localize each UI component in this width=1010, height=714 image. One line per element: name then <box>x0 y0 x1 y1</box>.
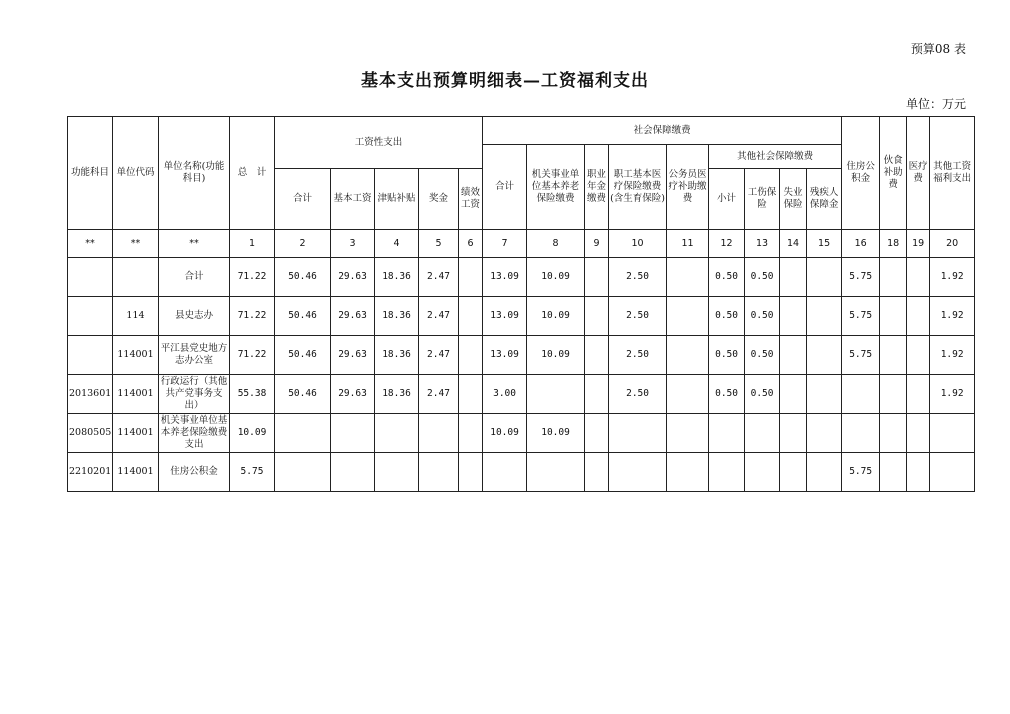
value-cell: 1.92 <box>930 297 975 336</box>
unit-name-cell: 平江县党史地方志办公室 <box>159 336 230 375</box>
value-cell <box>880 453 907 492</box>
total-cell: 55.38 <box>230 375 275 414</box>
value-cell: 0.50 <box>709 375 745 414</box>
index-cell: 9 <box>585 230 609 258</box>
value-cell <box>667 297 709 336</box>
value-cell <box>667 375 709 414</box>
func-code-cell <box>68 297 113 336</box>
value-cell <box>745 414 780 453</box>
table-row <box>68 258 975 297</box>
value-cell <box>807 453 842 492</box>
value-cell <box>780 375 807 414</box>
value-cell: 50.46 <box>275 336 331 375</box>
func-code-cell: 2013601 <box>68 375 113 414</box>
index-cell: 3 <box>331 230 375 258</box>
value-cell <box>709 453 745 492</box>
page-title: 基本支出预算明细表—工资福利支出 <box>361 71 649 91</box>
value-cell <box>609 453 667 492</box>
col-civil-medical: 公务员医疗补助缴费 <box>667 145 709 230</box>
value-cell: 18.36 <box>375 258 419 297</box>
func-code-cell: 2080505 <box>68 414 113 453</box>
value-cell <box>880 414 907 453</box>
value-cell: 29.63 <box>331 297 375 336</box>
func-code-cell <box>68 258 113 297</box>
unit-code-cell: 114001 <box>113 375 159 414</box>
col-unit-code: 单位代码 <box>113 117 159 230</box>
col-disabled: 残疾人保障金 <box>807 169 842 230</box>
value-cell <box>527 453 585 492</box>
unit-name-cell: 机关事业单位基本养老保险缴费支出 <box>159 414 230 453</box>
value-cell: 0.50 <box>709 297 745 336</box>
value-cell <box>907 336 930 375</box>
index-cell: 1 <box>230 230 275 258</box>
value-cell <box>930 414 975 453</box>
value-cell <box>667 414 709 453</box>
index-cell: ** <box>159 230 230 258</box>
col-housing: 住房公积金 <box>842 117 880 230</box>
func-code-cell: 2210201 <box>68 453 113 492</box>
col-wage-group: 工资性支出 <box>275 117 483 169</box>
unit-code-cell: 114001 <box>113 453 159 492</box>
col-medical-fee: 医疗费 <box>907 117 930 230</box>
value-cell: 2.50 <box>609 297 667 336</box>
col-func: 功能科目 <box>68 117 113 230</box>
value-cell: 50.46 <box>275 297 331 336</box>
col-bonus: 奖金 <box>419 169 459 230</box>
table-row <box>68 414 975 453</box>
value-cell <box>880 336 907 375</box>
value-cell: 2.47 <box>419 336 459 375</box>
col-perf-wage: 绩效工资 <box>459 169 483 230</box>
value-cell: 0.50 <box>745 336 780 375</box>
index-cell: 6 <box>459 230 483 258</box>
value-cell: 50.46 <box>275 375 331 414</box>
value-cell <box>667 336 709 375</box>
unit-code-cell <box>113 258 159 297</box>
value-cell: 13.09 <box>483 336 527 375</box>
col-unit-name: 单位名称(功能科目) <box>159 117 230 230</box>
total-cell: 71.22 <box>230 297 275 336</box>
value-cell <box>275 453 331 492</box>
index-cell: 7 <box>483 230 527 258</box>
index-cell: 5 <box>419 230 459 258</box>
value-cell: 5.75 <box>842 258 880 297</box>
table-row <box>68 453 975 492</box>
value-cell <box>459 375 483 414</box>
index-cell: 8 <box>527 230 585 258</box>
value-cell: 2.47 <box>419 375 459 414</box>
value-cell <box>842 414 880 453</box>
value-cell <box>459 414 483 453</box>
value-cell <box>807 375 842 414</box>
col-total: 总 计 <box>230 117 275 230</box>
unit-name-cell: 县史志办 <box>159 297 230 336</box>
value-cell <box>880 258 907 297</box>
total-cell: 5.75 <box>230 453 275 492</box>
value-cell: 29.63 <box>331 375 375 414</box>
unit-label: 单位：万元 <box>905 97 966 111</box>
value-cell <box>807 297 842 336</box>
table-header <box>68 117 975 258</box>
index-row <box>68 230 975 258</box>
budget-table <box>67 116 975 492</box>
value-cell <box>907 297 930 336</box>
value-cell <box>880 297 907 336</box>
value-cell <box>375 453 419 492</box>
value-cell <box>842 375 880 414</box>
value-cell <box>745 453 780 492</box>
value-cell <box>780 336 807 375</box>
value-cell <box>780 414 807 453</box>
unit-code-cell: 114001 <box>113 414 159 453</box>
value-cell: 10.09 <box>527 258 585 297</box>
col-social-group: 社会保障缴费 <box>483 117 842 145</box>
value-cell: 5.75 <box>842 297 880 336</box>
value-cell <box>459 258 483 297</box>
value-cell: 5.75 <box>842 336 880 375</box>
value-cell <box>880 375 907 414</box>
unit-name-cell: 行政运行（其他共产党事务支出） <box>159 375 230 414</box>
value-cell <box>331 414 375 453</box>
col-injury: 工伤保险 <box>745 169 780 230</box>
index-cell: 11 <box>667 230 709 258</box>
col-unemployment: 失业保险 <box>780 169 807 230</box>
col-meal: 伙食补助费 <box>880 117 907 230</box>
value-cell: 10.09 <box>527 414 585 453</box>
value-cell <box>907 414 930 453</box>
value-cell <box>667 453 709 492</box>
index-cell: 18 <box>880 230 907 258</box>
value-cell <box>609 414 667 453</box>
value-cell: 10.09 <box>527 336 585 375</box>
value-cell: 50.46 <box>275 258 331 297</box>
table-row <box>68 336 975 375</box>
value-cell <box>709 414 745 453</box>
value-cell: 10.09 <box>527 297 585 336</box>
value-cell: 18.36 <box>375 336 419 375</box>
value-cell: 0.50 <box>709 258 745 297</box>
value-cell: 2.50 <box>609 336 667 375</box>
value-cell: 0.50 <box>745 297 780 336</box>
value-cell <box>275 414 331 453</box>
value-cell <box>419 414 459 453</box>
value-cell: 2.47 <box>419 297 459 336</box>
value-cell: 5.75 <box>842 453 880 492</box>
unit-code-cell: 114001 <box>113 336 159 375</box>
index-cell: 13 <box>745 230 780 258</box>
col-allowance: 津贴补贴 <box>375 169 419 230</box>
col-other-welfare: 其他工资福利支出 <box>930 117 975 230</box>
col-annuity: 职业年金缴费 <box>585 145 609 230</box>
index-cell: ** <box>113 230 159 258</box>
value-cell <box>807 258 842 297</box>
value-cell: 18.36 <box>375 297 419 336</box>
value-cell <box>585 453 609 492</box>
value-cell <box>585 258 609 297</box>
value-cell <box>585 297 609 336</box>
value-cell: 2.50 <box>609 375 667 414</box>
value-cell: 18.36 <box>375 375 419 414</box>
value-cell: 1.92 <box>930 375 975 414</box>
value-cell: 13.09 <box>483 258 527 297</box>
index-cell: 16 <box>842 230 880 258</box>
index-cell: 10 <box>609 230 667 258</box>
index-cell: 12 <box>709 230 745 258</box>
value-cell <box>907 258 930 297</box>
value-cell <box>667 258 709 297</box>
value-cell: 2.47 <box>419 258 459 297</box>
table-row <box>68 375 975 414</box>
value-cell <box>459 336 483 375</box>
total-cell: 71.22 <box>230 258 275 297</box>
index-cell: 2 <box>275 230 331 258</box>
table-body <box>68 258 975 492</box>
index-cell: 14 <box>780 230 807 258</box>
col-wage-total: 合计 <box>275 169 331 230</box>
col-basic-wage: 基本工资 <box>331 169 375 230</box>
value-cell <box>807 414 842 453</box>
form-number: 预算08 表 <box>910 42 966 56</box>
value-cell: 1.92 <box>930 258 975 297</box>
value-cell: 29.63 <box>331 258 375 297</box>
unit-code-cell: 114 <box>113 297 159 336</box>
col-pension: 机关事业单位基本养老保险缴费 <box>527 145 585 230</box>
value-cell: 13.09 <box>483 297 527 336</box>
value-cell <box>780 258 807 297</box>
value-cell: 1.92 <box>930 336 975 375</box>
index-cell: 19 <box>907 230 930 258</box>
value-cell <box>459 297 483 336</box>
col-other-group: 其他社会保障缴费 <box>709 145 842 169</box>
value-cell <box>585 336 609 375</box>
unit-name-cell: 合计 <box>159 258 230 297</box>
index-cell: 15 <box>807 230 842 258</box>
col-other-subtotal: 小计 <box>709 169 745 230</box>
value-cell: 29.63 <box>331 336 375 375</box>
value-cell <box>585 414 609 453</box>
value-cell: 3.00 <box>483 375 527 414</box>
value-cell: 2.50 <box>609 258 667 297</box>
col-social-total: 合计 <box>483 145 527 230</box>
index-cell: ** <box>68 230 113 258</box>
value-cell <box>419 453 459 492</box>
value-cell <box>780 297 807 336</box>
index-cell: 20 <box>930 230 975 258</box>
value-cell <box>930 453 975 492</box>
value-cell <box>907 453 930 492</box>
value-cell <box>483 453 527 492</box>
value-cell <box>907 375 930 414</box>
table-row <box>68 297 975 336</box>
total-cell: 10.09 <box>230 414 275 453</box>
value-cell <box>331 453 375 492</box>
unit-name-cell: 住房公积金 <box>159 453 230 492</box>
value-cell <box>780 453 807 492</box>
value-cell: 0.50 <box>709 336 745 375</box>
value-cell <box>527 375 585 414</box>
value-cell: 10.09 <box>483 414 527 453</box>
value-cell <box>375 414 419 453</box>
value-cell <box>585 375 609 414</box>
value-cell: 0.50 <box>745 258 780 297</box>
index-cell: 4 <box>375 230 419 258</box>
func-code-cell <box>68 336 113 375</box>
value-cell <box>807 336 842 375</box>
value-cell: 0.50 <box>745 375 780 414</box>
col-medical: 职工基本医疗保险缴费(含生育保险) <box>609 145 667 230</box>
value-cell <box>459 453 483 492</box>
total-cell: 71.22 <box>230 336 275 375</box>
